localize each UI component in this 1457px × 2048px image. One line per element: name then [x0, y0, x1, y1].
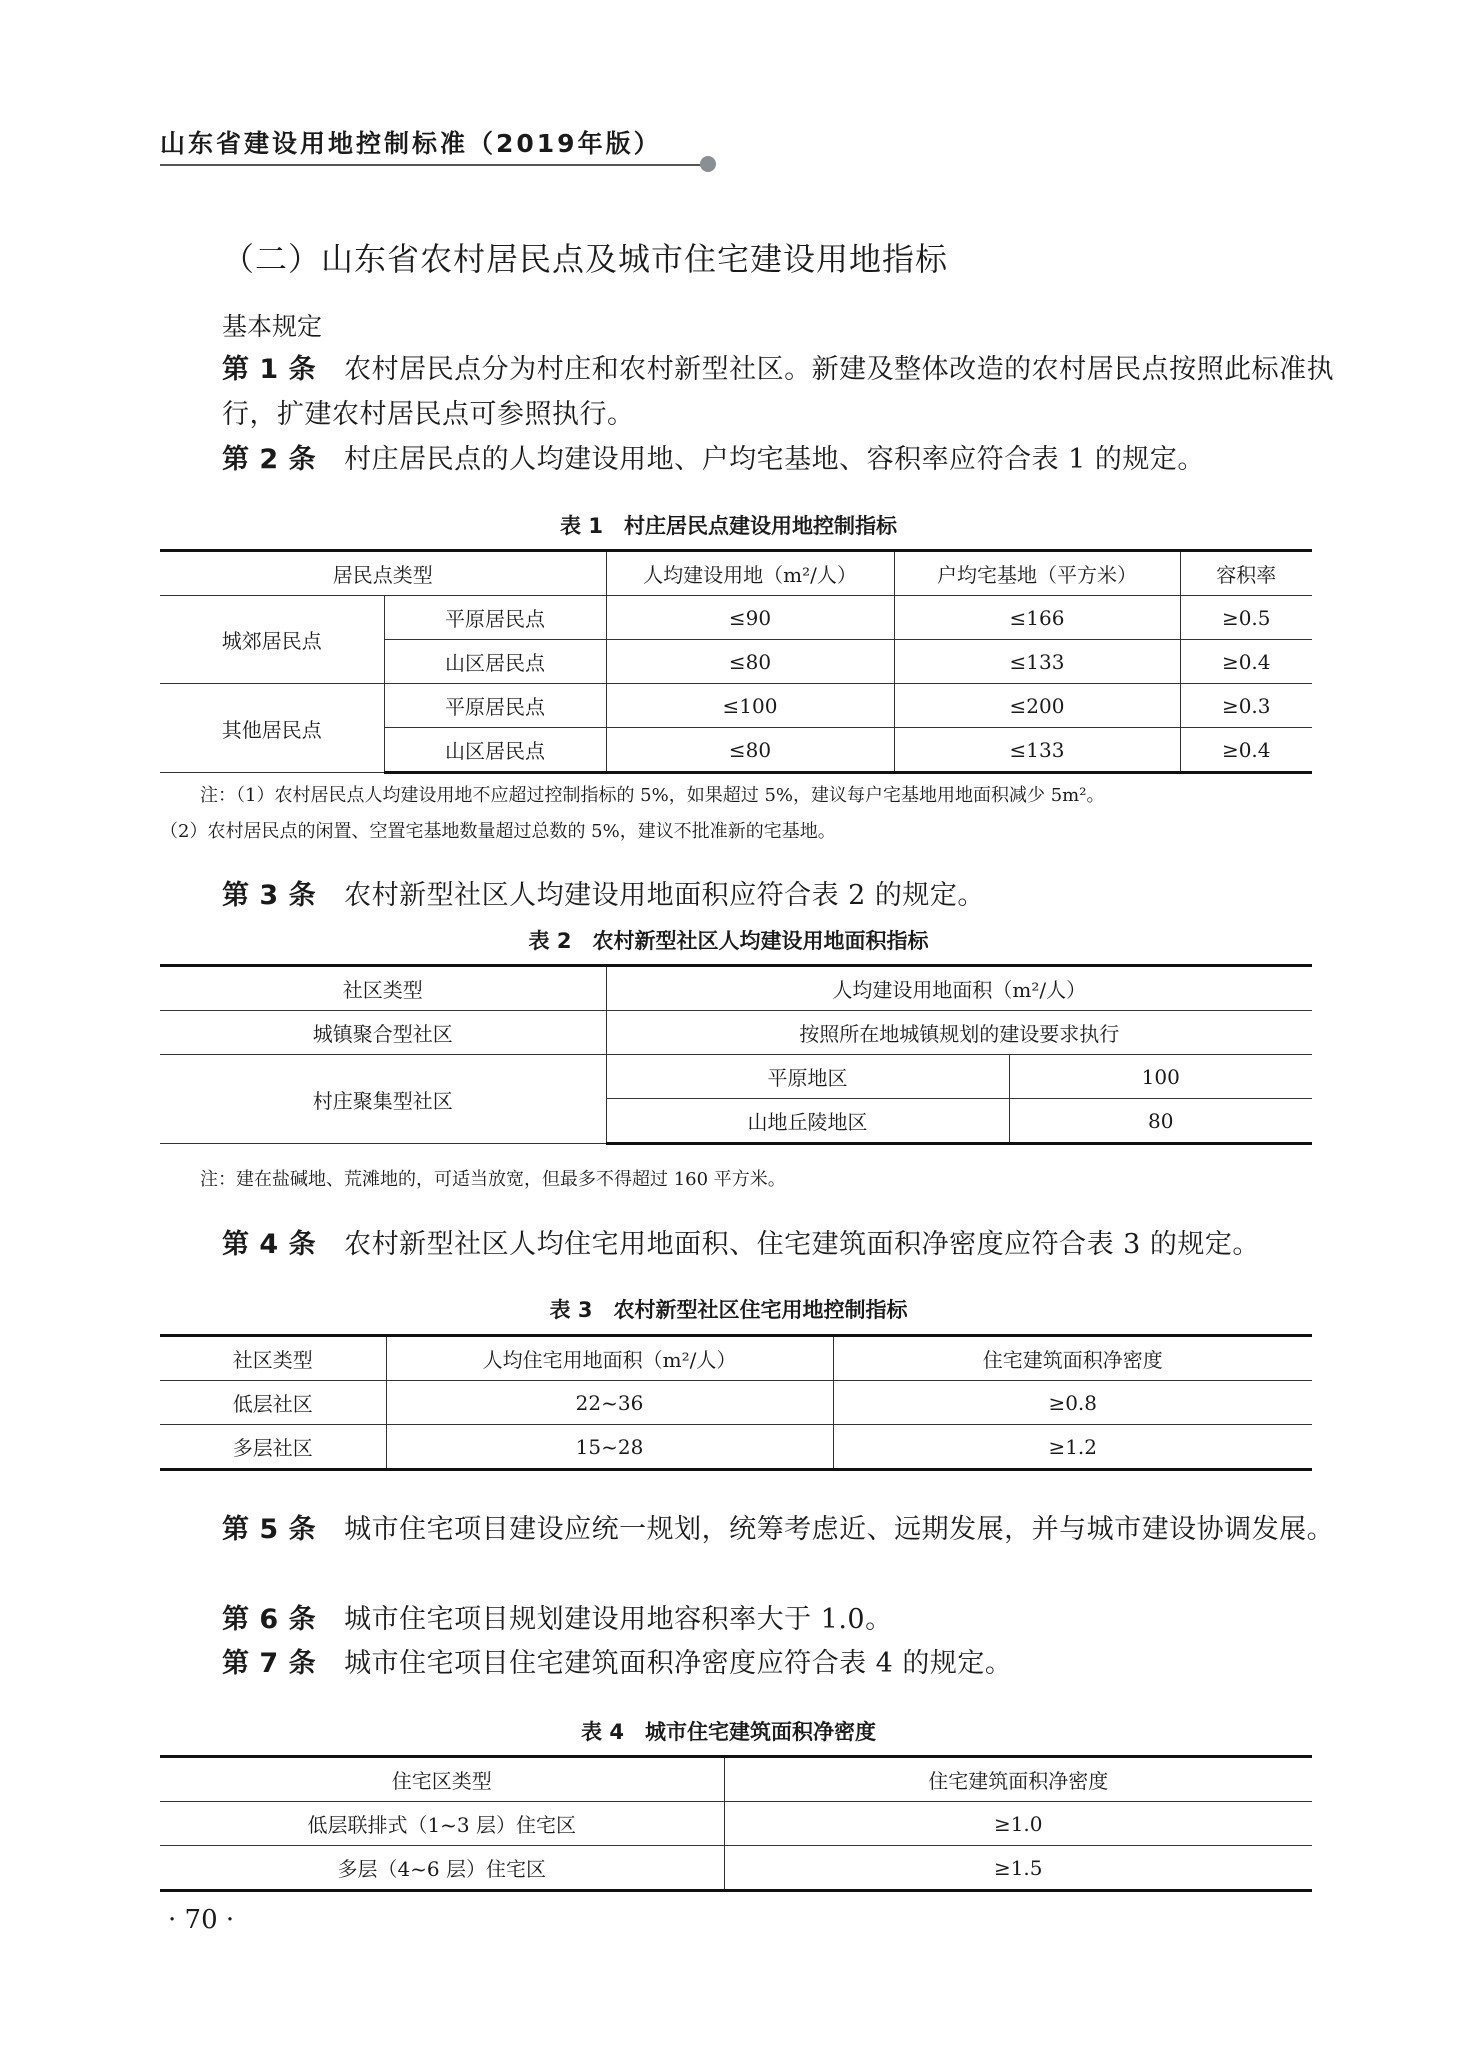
table-cell: ≥0.3 — [1180, 684, 1312, 728]
table-cell: 22~36 — [386, 1381, 833, 1425]
table-cell: ≤200 — [894, 684, 1180, 728]
group-cell: 城郊居民点 — [160, 596, 384, 684]
table-cell: 按照所在地城镇规划的建设要求执行 — [606, 1011, 1312, 1055]
article-text: 城市住宅项目住宅建筑面积净密度应符合表 4 的规定。 — [344, 1648, 1013, 1679]
table-cell: 平原居民点 — [384, 684, 606, 728]
article-text: 农村新型社区人均住宅用地面积、住宅建筑面积净密度应符合表 3 的规定。 — [344, 1229, 1260, 1260]
header-dot-ornament — [700, 156, 716, 172]
table1-note-2: （2）农村居民点的闲置、空置宅基地数量超过总数的 5%，建议不批准新的宅基地。 — [160, 821, 836, 842]
table-cell: 山地丘陵地区 — [606, 1099, 1009, 1144]
table-header-row — [160, 966, 1312, 1011]
table-header-row — [160, 1336, 1312, 1381]
table-cell: 山区居民点 — [384, 640, 606, 684]
section-subtitle: 基本规定 — [222, 312, 323, 341]
article-label: 第 4 条 — [222, 1229, 317, 1260]
article-2 — [160, 437, 1374, 482]
article-label: 第 7 条 — [222, 1648, 317, 1679]
table-row — [160, 1381, 1312, 1425]
table-cell: 平原居民点 — [384, 596, 606, 640]
table-cell: ≥0.4 — [1180, 640, 1312, 684]
table-header-cell: 住宅建筑面积净密度 — [724, 1757, 1312, 1802]
table1-note-1: 注：（1）农村居民点人均建设用地不应超过控制指标的 5%，如果超过 5%，建议每户宅基地用地面积减少 5m²。 — [200, 785, 1105, 806]
table4 — [160, 1755, 1312, 1892]
table-header-cell: 容积率 — [1180, 551, 1312, 596]
group-cell: 村庄聚集型社区 — [160, 1055, 606, 1144]
article-text: 农村新型社区人均建设用地面积应符合表 2 的规定。 — [344, 880, 985, 911]
table-cell: ≤90 — [606, 596, 894, 640]
table-cell: 低层联排式（1~3 层）住宅区 — [160, 1802, 724, 1846]
table-cell: ≥0.8 — [833, 1381, 1312, 1425]
table-header-cell: 社区类型 — [160, 1336, 386, 1381]
table-cell: ≥0.4 — [1180, 728, 1312, 773]
table-cell: 100 — [1009, 1055, 1312, 1099]
table-row — [160, 596, 1312, 640]
article-6 — [160, 1597, 1374, 1642]
table-header-row — [160, 1757, 1312, 1802]
table-cell: 城镇聚合型社区 — [160, 1011, 606, 1055]
article-text: 城市住宅项目建设应统一规划，统筹考虑近、远期发展，并与城市建设协调发展。 — [344, 1514, 1335, 1545]
article-1 — [160, 347, 1374, 437]
article-7 — [160, 1641, 1374, 1686]
article-text: 农村居民点分为村庄和农村新型社区。新建及整体改造的农村居民点按照此标准执行，扩建农村居民点可参照执行。 — [222, 354, 1335, 430]
table-row — [160, 1846, 1312, 1891]
table-cell: ≤100 — [606, 684, 894, 728]
table-row — [160, 1055, 1312, 1099]
table-header-cell: 户均宅基地（平方米） — [894, 551, 1180, 596]
group-cell: 其他居民点 — [160, 684, 384, 773]
table-cell: ≥1.5 — [724, 1846, 1312, 1891]
table-header-row — [160, 551, 1312, 596]
table2 — [160, 964, 1312, 1145]
article-label: 第 5 条 — [222, 1514, 317, 1545]
table-cell: ≥1.2 — [833, 1425, 1312, 1470]
table-cell: 山区居民点 — [384, 728, 606, 773]
table-cell: ≤133 — [894, 640, 1180, 684]
table-header-cell: 社区类型 — [160, 966, 606, 1011]
table-header-cell: 人均建设用地面积（m²/人） — [606, 966, 1312, 1011]
table4-caption: 表 4 城市住宅建筑面积净密度 — [581, 1720, 876, 1744]
table-cell: 多层（4~6 层）住宅区 — [160, 1846, 724, 1891]
article-4 — [160, 1222, 1374, 1267]
table-cell: ≥0.5 — [1180, 596, 1312, 640]
article-label: 第 1 条 — [222, 354, 317, 385]
article-5 — [160, 1507, 1374, 1552]
article-text: 村庄居民点的人均建设用地、户均宅基地、容积率应符合表 1 的规定。 — [344, 444, 1205, 475]
table-cell: ≥1.0 — [724, 1802, 1312, 1846]
table-row — [160, 1802, 1312, 1846]
table-header-cell: 住宅建筑面积净密度 — [833, 1336, 1312, 1381]
article-text: 城市住宅项目规划建设用地容积率大于 1.0。 — [344, 1604, 893, 1635]
article-label: 第 6 条 — [222, 1604, 317, 1635]
table-cell: 多层社区 — [160, 1425, 386, 1470]
table-header-cell: 人均住宅用地面积（m²/人） — [386, 1336, 833, 1381]
table3-caption: 表 3 农村新型社区住宅用地控制指标 — [549, 1298, 908, 1322]
section-title: （二）山东省农村居民点及城市住宅建设用地指标 — [222, 240, 949, 278]
table2-caption: 表 2 农村新型社区人均建设用地面积指标 — [528, 929, 929, 953]
table3 — [160, 1334, 1312, 1471]
table-cell: ≤166 — [894, 596, 1180, 640]
table-cell: ≤133 — [894, 728, 1180, 773]
table-header-cell: 住宅区类型 — [160, 1757, 724, 1802]
table-row — [160, 1011, 1312, 1055]
table-header-cell: 居民点类型 — [160, 551, 606, 596]
table-cell: 低层社区 — [160, 1381, 386, 1425]
table-cell: ≤80 — [606, 728, 894, 773]
article-3 — [160, 873, 1374, 918]
page-number: · 70 · — [168, 1905, 235, 1935]
table-cell: 80 — [1009, 1099, 1312, 1144]
table-row — [160, 684, 1312, 728]
article-label: 第 2 条 — [222, 444, 317, 475]
table-cell: 15~28 — [386, 1425, 833, 1470]
table-cell: ≤80 — [606, 640, 894, 684]
running-header: 山东省建设用地控制标准（2019年版） — [160, 129, 662, 158]
table2-note: 注：建在盐碱地、荒滩地的，可适当放宽，但最多不得超过 160 平方米。 — [200, 1169, 786, 1190]
table1-caption: 表 1 村庄居民点建设用地控制指标 — [560, 514, 897, 538]
table-header-cell: 人均建设用地（m²/人） — [606, 551, 894, 596]
header-rule — [160, 164, 706, 166]
article-label: 第 3 条 — [222, 880, 317, 911]
table1 — [160, 549, 1312, 774]
table-row — [160, 1425, 1312, 1470]
table-cell: 平原地区 — [606, 1055, 1009, 1099]
